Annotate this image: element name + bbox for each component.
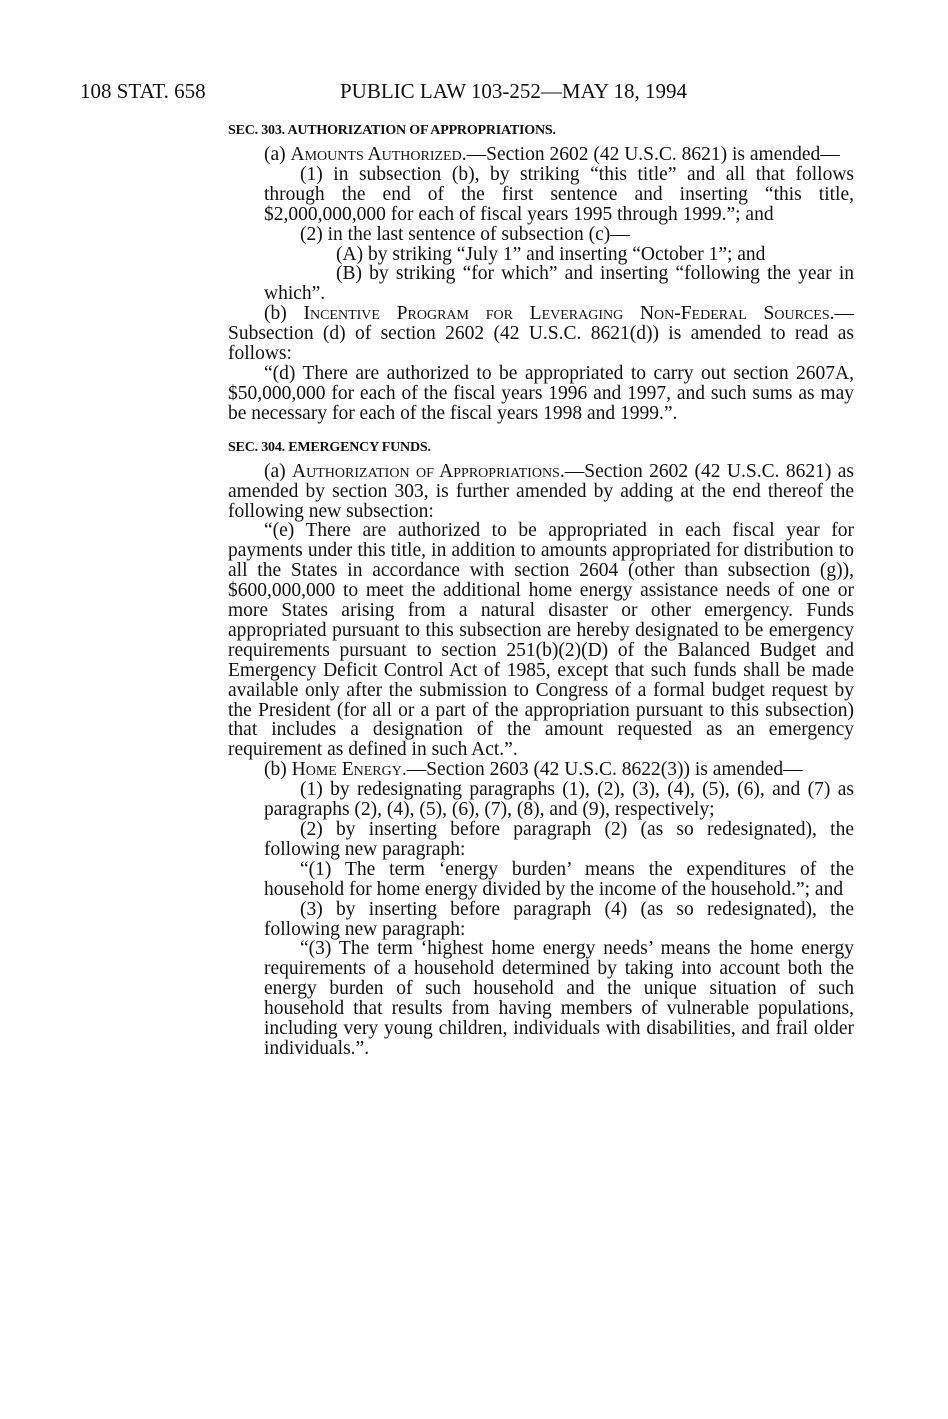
sec303-b-text: —Subsection (d) of section 2602 (42 U.S.C. 8621(d)) is amended to read as follows: (228, 303, 854, 365)
public-law-citation: PUBLIC LAW 103-252—MAY 18, 1994 (340, 79, 687, 103)
sec303-a-subparagraph-A: (A) by striking “July 1” and inserting “October 1”; and (336, 243, 766, 265)
sec303-b-label: (b) (264, 303, 304, 325)
sec303-subsection-b (228, 304, 854, 364)
sec304-a-label: (a) (264, 460, 293, 482)
sec304-a-title: Authorization of Appropriations. (292, 460, 565, 482)
sec304-b-text: —Section 2603 (42 U.S.C. 8622(3)) is amended— (406, 759, 803, 781)
sec304-b-title: Home Energy. (291, 759, 407, 781)
section-303-heading: SEC. 303. AUTHORIZATION OF APPROPRIATIONS. (228, 123, 556, 138)
sec304-subsection-a (228, 462, 854, 522)
sec303-subsection-a (228, 145, 854, 165)
sec304-b-quoted-definition-1: “(1) The term ‘energy burden’ means the expenditures of the household for home energy divided by the income of the household.”; and (264, 858, 854, 900)
sec303-a-paragraph-1: (1) in subsection (b), by striking “this title” and all that follows through the end of the first sentence and inserting “this title, $2,000,000,000 for each of fiscal years 1995 through 1999.”; and (264, 163, 854, 225)
sec304-b-paragraph-3: (3) by inserting before paragraph (4) (as so redesignated), the following new paragraph: (264, 898, 854, 940)
sec304-b-paragraph-1: (1) by redesignating paragraphs (1), (2), (3), (4), (5), (6), and (7) as paragraphs (2), (4), (5), (6), (7), (8), and (9), respectively; (264, 779, 854, 821)
stat-page-number: 108 STAT. 658 (80, 79, 206, 103)
section-304-heading: SEC. 304. EMERGENCY FUNDS. (228, 439, 431, 455)
sec304-subsection-b (228, 760, 854, 780)
sec304-b-quoted-definition-3: “(3) The term ‘highest home energy needs’ means the home energy requirements of a household determined by taking into account both the energy burden of such household and the unique situation of such household that results from having members of vulnerable populations, including very young children, individuals with disabilities, and frail older individuals.”. (264, 938, 854, 1059)
body-text (228, 121, 854, 1059)
sec303-a-text: —Section 2602 (42 U.S.C. 8621) is amended— (466, 144, 840, 165)
sec303-a-label: (a) (264, 144, 291, 165)
sec303-b-title: Incentive Program for Leveraging Non-Federal Sources. (303, 303, 835, 325)
sec304-b-paragraph-2: (2) by inserting before paragraph (2) (as so redesignated), the following new paragraph: (264, 819, 854, 860)
sec304-a-quoted-subsection-e: “(e) There are authorized to be appropriated in each fiscal year for payments under this title, in addition to amounts appropriated for distribution to all the States in accordance with section 2604 (other than subsection (g)), $600,000,000 to meet the additional home energy assistance needs of one or more States arising from a natural disaster or other emergency. Funds appropriated pursuant to this subsection are hereby designated to be emergency requirements pursuant to section 251(b)(2)(D) of the Balanced Budget and Emergency Deficit Control Act of 1985, except that such funds shall be made available only after the submission to Congress of a formal budget request by the President (for all or a part of the appropriation pursuant to this subsection) that includes a designation of the amount requested as an emergency requirement as defined in such Act.”. (228, 520, 854, 761)
sec304-b-label: (b) (264, 759, 292, 781)
sec303-a-paragraph-2: (2) in the last sentence of subsection (c)— (300, 223, 630, 245)
running-header (80, 76, 780, 106)
sec304-a-text: —Section 2602 (42 U.S.C. 8621) as amended by section 303, is further amended by adding at the end thereof the following new subsection: (228, 460, 854, 522)
sec303-a-title: Amounts Authorized. (290, 144, 467, 165)
sec303-a-subparagraph-B: (B) by striking “for which” and inserting “following the year in which”. (264, 263, 854, 305)
sec303-b-quoted-subsection-d: “(d) There are authorized to be appropriated to carry out section 2607A, $50,000,000 for each of the fiscal years 1996 and 1997, and such sums as may be necessary for each of the fiscal years 1998 and 1999.”. (228, 362, 854, 424)
